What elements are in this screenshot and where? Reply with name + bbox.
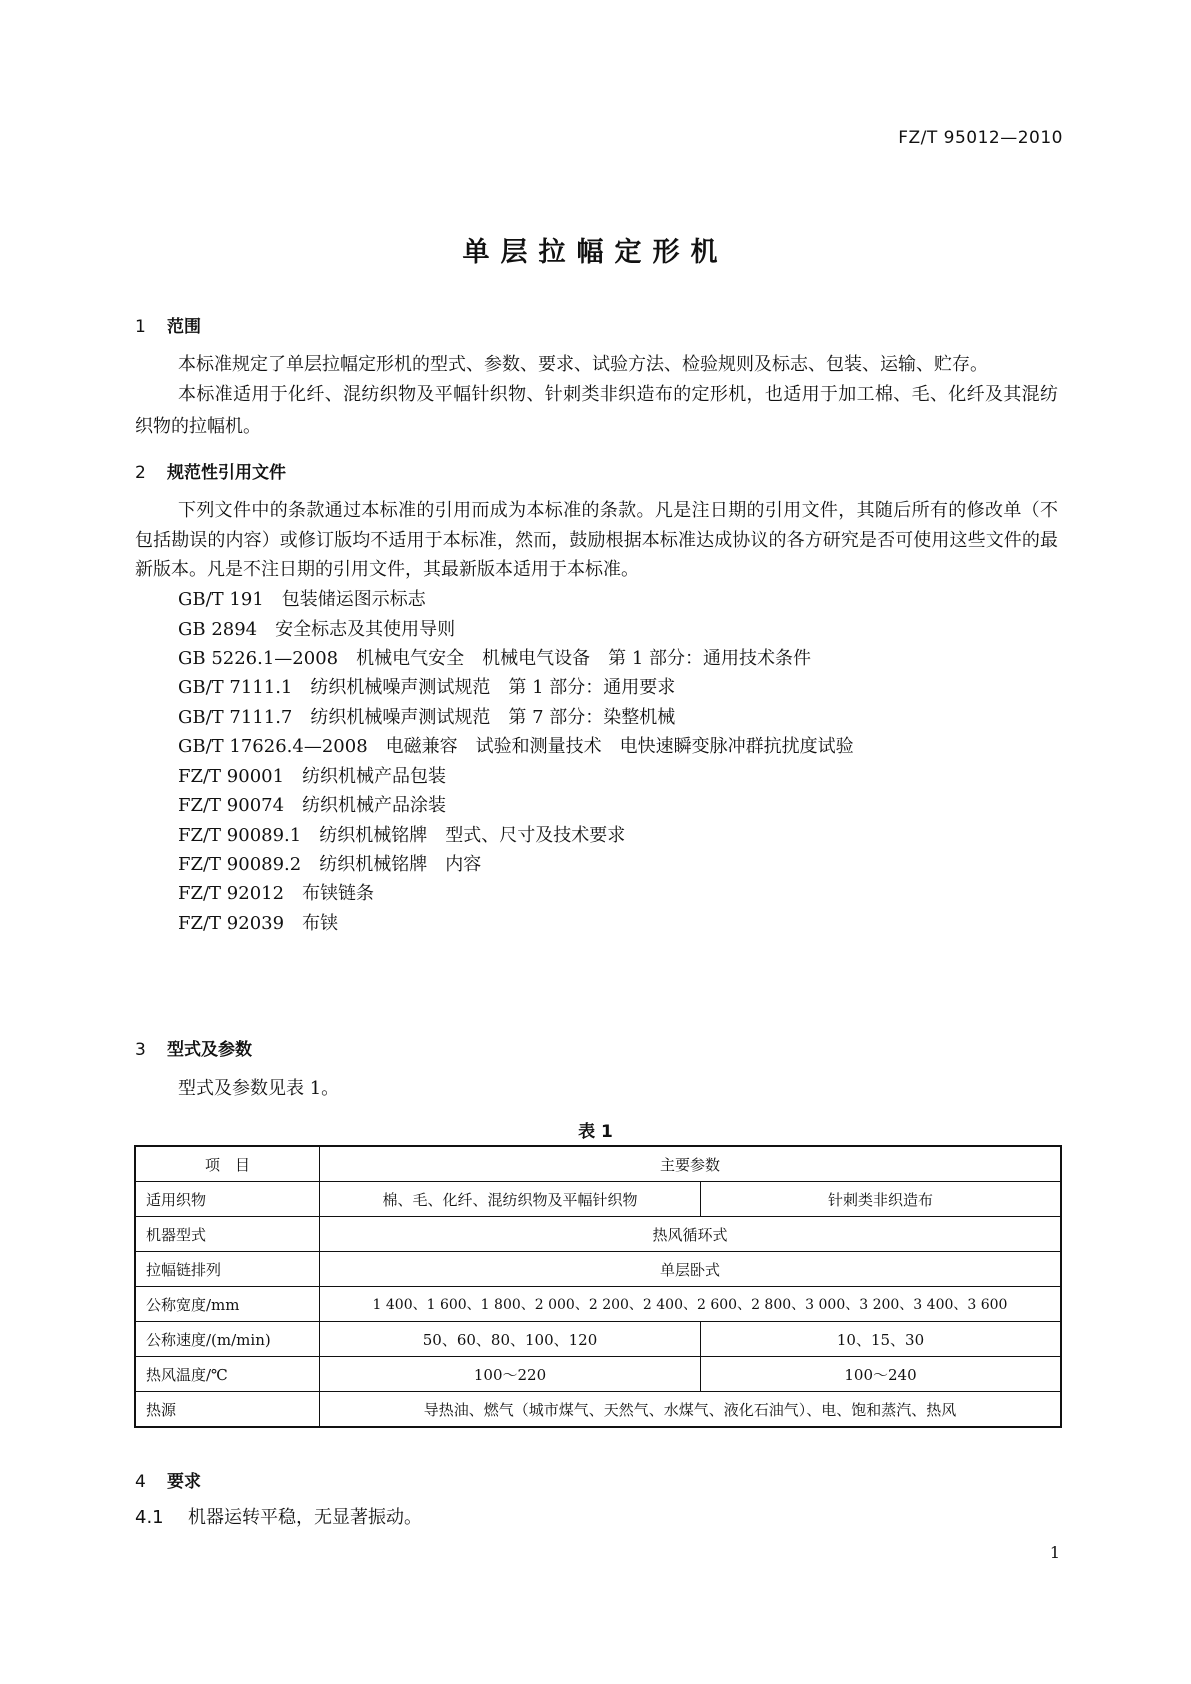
row-label: 拉幅链排列 — [135, 1252, 320, 1287]
reference-item — [178, 643, 829, 675]
reference-title: 安全标志及其使用导则 — [275, 619, 456, 640]
reference-title: 包装储运图示标志 — [281, 589, 426, 610]
header-item: 项 目 — [135, 1146, 320, 1182]
section-3-paragraph: 型式及参数见表 1。 — [178, 1078, 340, 1099]
reference-item — [178, 908, 356, 940]
table-row — [135, 1322, 1061, 1357]
reference-code: GB/T 7111.1 — [178, 677, 293, 698]
reference-title: 纺织机械产品包装 — [302, 766, 447, 787]
section-title: 型式及参数 — [167, 1040, 252, 1060]
reference-title: 纺织机械噪声测试规范 第 7 部分：染整机械 — [310, 707, 676, 728]
table-row — [135, 1357, 1061, 1392]
section-2-paragraph: 下列文件中的条款通过本标准的引用而成为本标准的条款。凡是注日期的引用文件，其随后所有的修改单（不包括勘误的内容）或修订版均不适用于本标准，然而，鼓励根据本标准达成协议的各方研究是否可使用这些文件的最新版本。凡是不注日期的引用文件，其最新版本适用于本标准。 — [135, 500, 1058, 580]
cell-value: 单层卧式 — [320, 1252, 1062, 1287]
cell-b: 针刺类非织造布 — [701, 1182, 1062, 1217]
section-title: 规范性引用文件 — [167, 463, 286, 483]
reference-code: FZ/T 92039 — [178, 913, 285, 934]
reference-code: GB 2894 — [178, 619, 258, 640]
table-row — [135, 1392, 1061, 1428]
row-label: 公称速度/(m/min) — [135, 1322, 320, 1357]
table-row — [135, 1252, 1061, 1287]
reference-item — [178, 584, 444, 616]
document-title: 单层拉幅定形机 — [462, 237, 729, 268]
reference-code: FZ/T 90074 — [178, 795, 285, 816]
reference-title: 机械电气安全 机械电气设备 第 1 部分：通用技术条件 — [356, 648, 812, 669]
reference-title: 纺织机械产品涂装 — [302, 795, 447, 816]
reference-item — [178, 849, 499, 881]
section-4-heading — [135, 1467, 201, 1492]
cell-a: 棉、毛、化纤、混纺织物及平幅针织物 — [320, 1182, 701, 1217]
reference-item — [178, 761, 464, 793]
section-title: 范围 — [167, 317, 201, 337]
clause-4-1 — [135, 1503, 422, 1529]
section-number: 3 — [135, 1040, 146, 1060]
section-number: 4 — [135, 1472, 146, 1492]
section-2-heading — [135, 458, 286, 483]
table-row — [135, 1217, 1061, 1252]
clause-number: 4.1 — [135, 1507, 164, 1528]
clause-text: 机器运转平稳，无显著振动。 — [188, 1507, 422, 1528]
row-label: 热风温度/℃ — [135, 1357, 320, 1392]
table-header-row — [135, 1146, 1061, 1182]
row-label: 热源 — [135, 1392, 320, 1428]
reference-title: 布铗链条 — [302, 883, 375, 904]
reference-code: GB/T 191 — [178, 589, 264, 610]
section-number: 2 — [135, 463, 146, 483]
parameters-table — [134, 1145, 1062, 1428]
reference-item — [178, 702, 693, 734]
section-number: 1 — [135, 317, 146, 337]
section-1-paragraph-2: 本标准适用于化纤、混纺织物及平幅针织物、针刺类非织造布的定形机，也适用于加工棉、毛、化纤及其混纺织物的拉幅机。 — [135, 384, 1058, 437]
cell-value: 热风循环式 — [320, 1217, 1062, 1252]
cell-a: 100～220 — [320, 1357, 701, 1392]
section-title: 要求 — [167, 1472, 201, 1492]
reference-code: GB/T 7111.7 — [178, 707, 293, 728]
reference-title: 纺织机械铭牌 型式、尺寸及技术要求 — [319, 825, 626, 846]
reference-item — [178, 614, 473, 646]
section-1-paragraph-1: 本标准规定了单层拉幅定形机的型式、参数、要求、试验方法、检验规则及标志、包装、运输、贮存。 — [178, 354, 988, 375]
reference-title: 布铗 — [302, 913, 339, 934]
cell-b: 10、15、30 — [701, 1322, 1062, 1357]
cell-value: 导热油、燃气（城市煤气、天然气、水煤气、液化石油气）、电、饱和蒸汽、热风 — [320, 1392, 1062, 1428]
reference-item — [178, 790, 464, 822]
page-number: 1 — [1049, 1543, 1060, 1562]
cell-b: 100～240 — [701, 1357, 1062, 1392]
row-label: 适用织物 — [135, 1182, 320, 1217]
reference-item — [178, 672, 693, 704]
row-label: 机器型式 — [135, 1217, 320, 1252]
section-3-heading — [135, 1035, 252, 1060]
reference-code: FZ/T 92012 — [178, 883, 285, 904]
table-row — [135, 1182, 1061, 1217]
reference-title: 电磁兼容 试验和测量技术 电快速瞬变脉冲群抗扰度试验 — [385, 736, 854, 757]
reference-item — [178, 820, 643, 852]
header-params: 主要参数 — [320, 1146, 1062, 1182]
standard-code: FZ/T 95012—2010 — [898, 128, 1063, 148]
reference-code: GB/T 17626.4—2008 — [178, 736, 368, 757]
reference-title: 纺织机械噪声测试规范 第 1 部分：通用要求 — [310, 677, 676, 698]
cell-value: 1 400、1 600、1 800、2 000、2 200、2 400、2 600、2 800、3 000、3 200、3 400、3 600 — [320, 1287, 1062, 1322]
reference-code: FZ/T 90089.1 — [178, 825, 302, 846]
reference-code: FZ/T 90001 — [178, 766, 285, 787]
table-caption: 表 1 — [578, 1122, 613, 1142]
table-row — [135, 1287, 1061, 1322]
section-1-heading — [135, 312, 201, 337]
reference-code: FZ/T 90089.2 — [178, 854, 302, 875]
row-label: 公称宽度/mm — [135, 1287, 320, 1322]
reference-code: GB 5226.1—2008 — [178, 648, 339, 669]
reference-item — [178, 731, 872, 763]
reference-title: 纺织机械铭牌 内容 — [319, 854, 482, 875]
cell-a: 50、60、80、100、120 — [320, 1322, 701, 1357]
reference-item — [178, 878, 392, 910]
